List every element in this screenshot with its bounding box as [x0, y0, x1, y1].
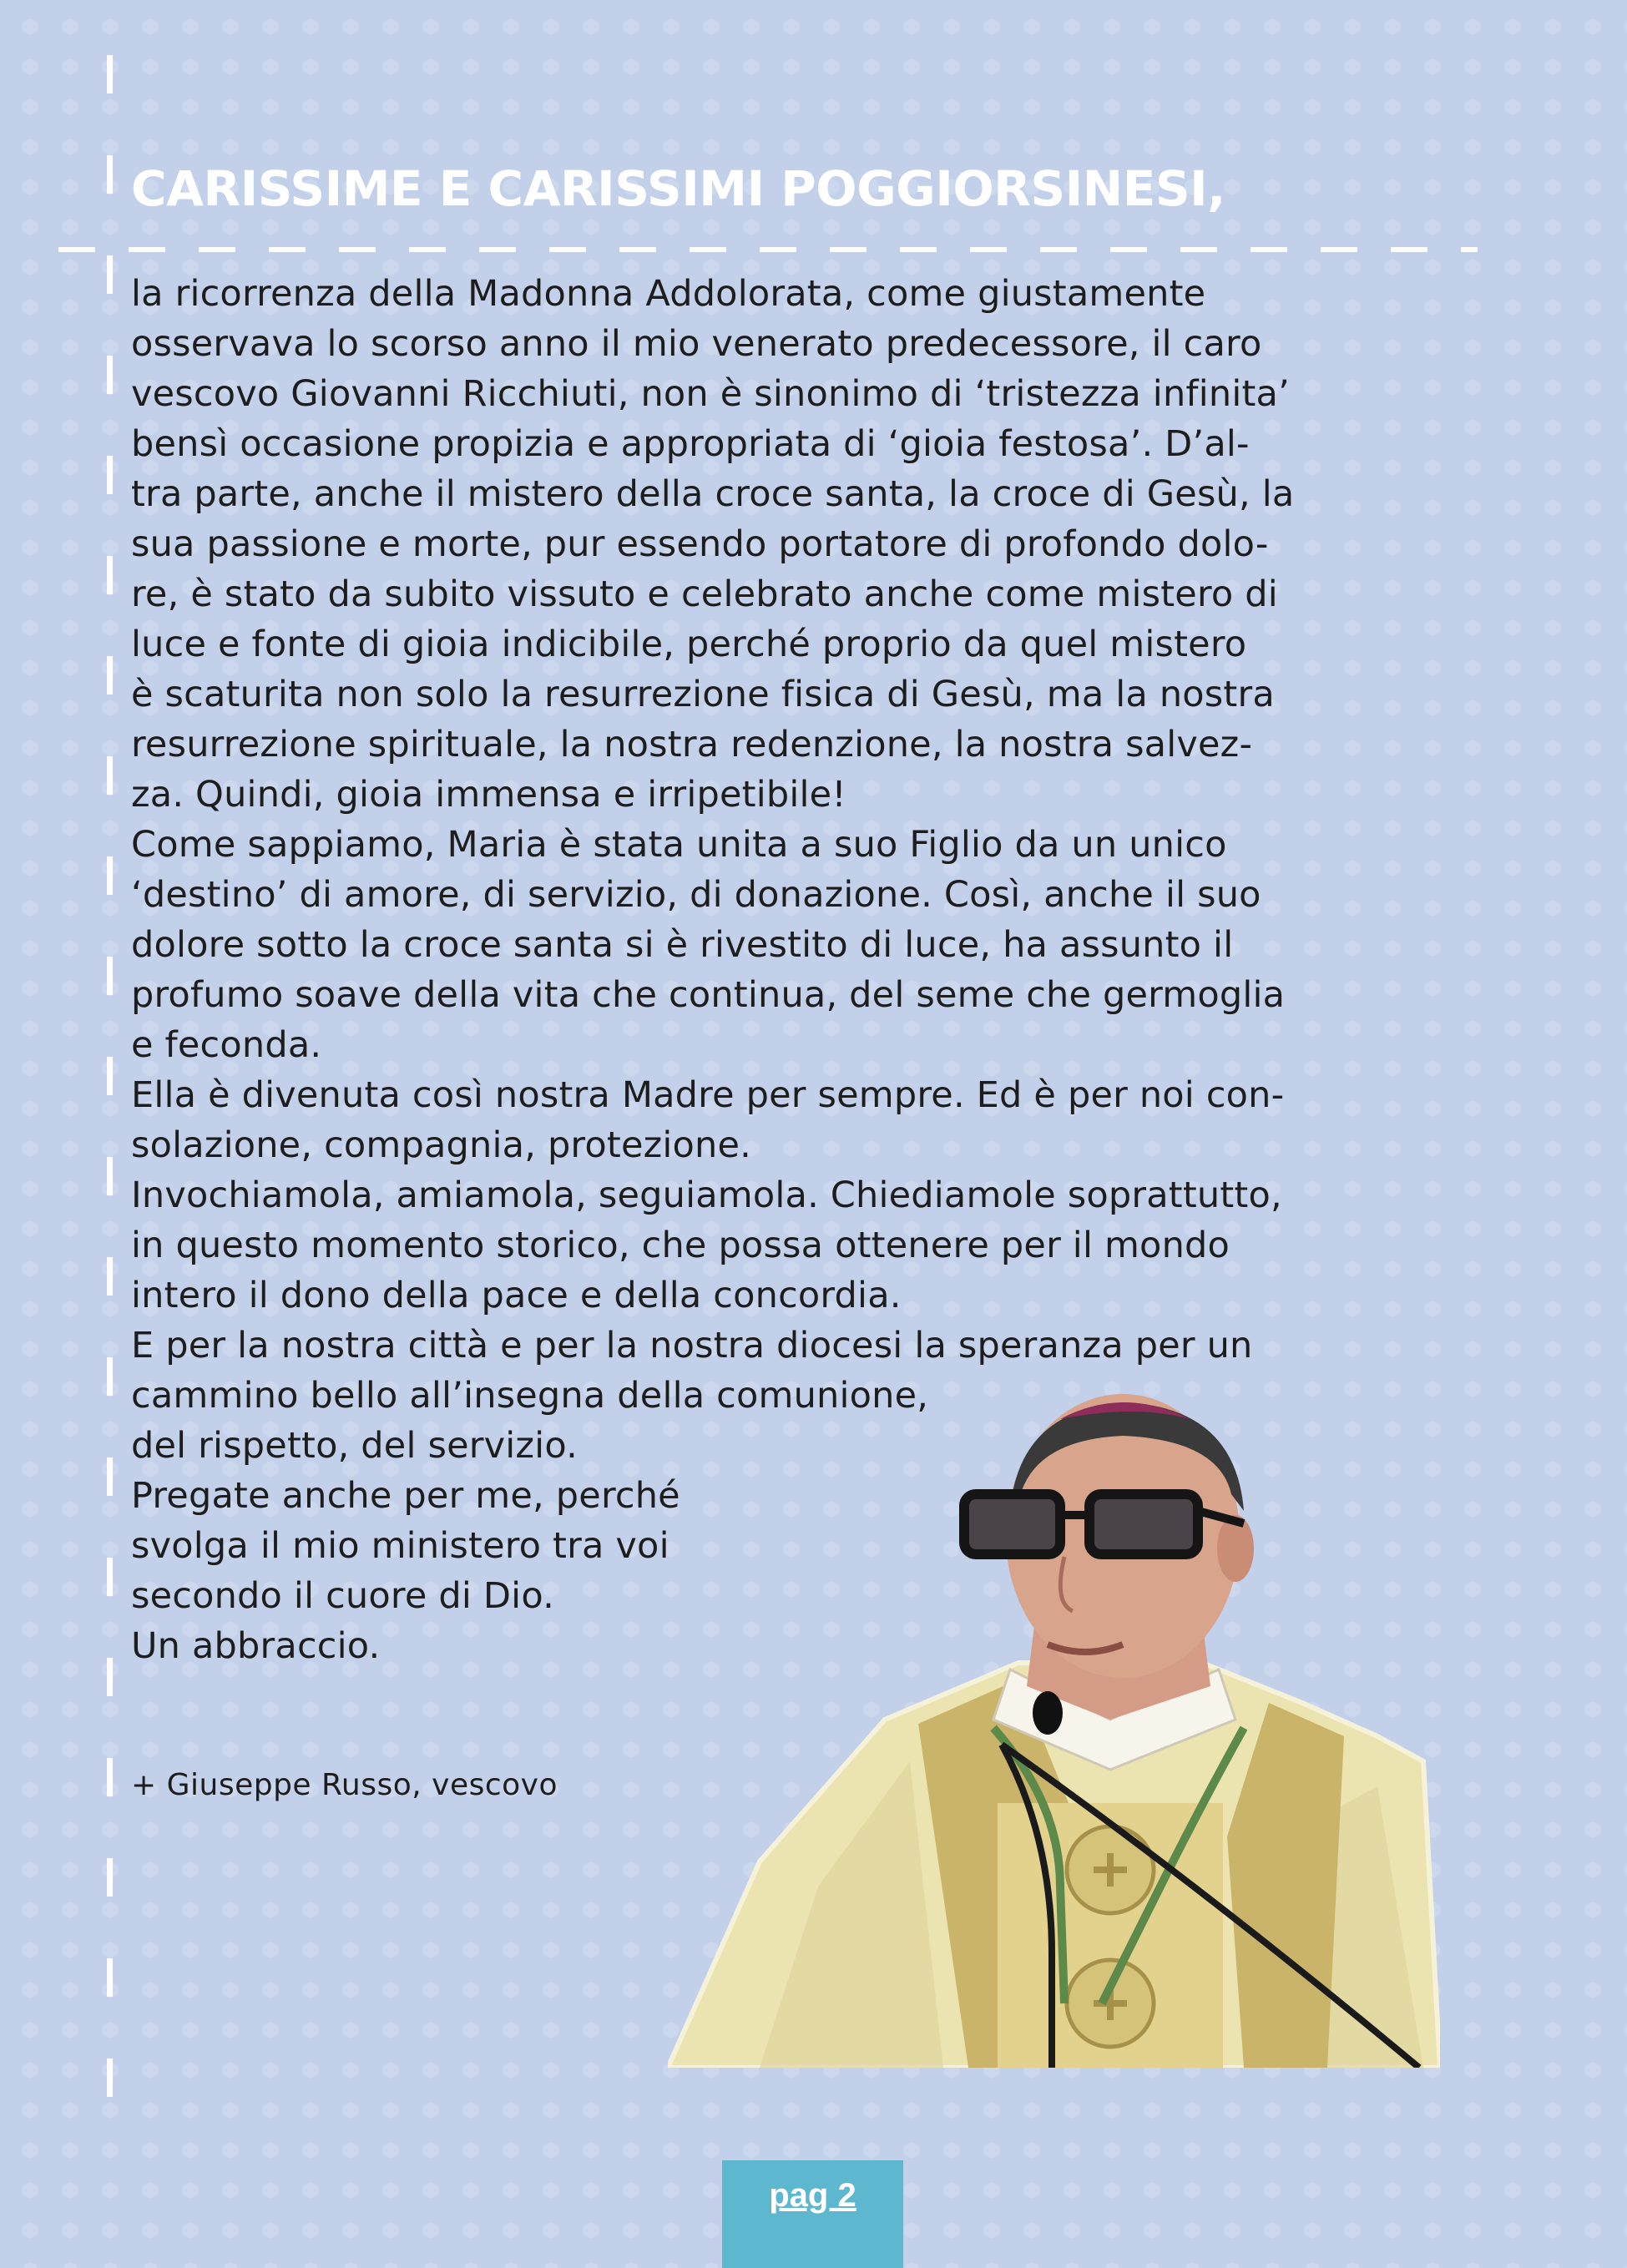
letter-line: intero il dono della pace e della concordia. [131, 1275, 902, 1316]
letter-line: ‘destino’ di amore, di servizio, di donazione. Così, anche il suo [131, 874, 1261, 916]
letter-line: za. Quindi, gioia immensa e irripetibile! [131, 774, 846, 816]
letter-line: bensì occasione propizia e appropriata di ‘gioia festosa’. D’al- [131, 423, 1250, 465]
horizontal-dashed-rule [58, 247, 1478, 252]
letter-line: sua passione e morte, pur essendo portatore di profondo dolo- [131, 523, 1269, 565]
letter-line: secondo il cuore di Dio. [131, 1575, 554, 1617]
letter-line: tra parte, anche il mistero della croce santa, la croce di Gesù, la [131, 473, 1295, 515]
letter-line: Invochiamola, amiamola, seguiamola. Chiediamole soprattutto, [131, 1174, 1282, 1216]
letter-line: vescovo Giovanni Ricchiuti, non è sinonimo di ‘tristezza infinita’ [131, 373, 1290, 415]
letter-line: è scaturita non solo la resurrezione fisica di Gesù, ma la nostra [131, 674, 1275, 715]
letter-line: cammino bello all’insegna della comunione, [131, 1375, 929, 1417]
letter-line: e feconda. [131, 1024, 322, 1066]
letter-line: Come sappiamo, Maria è stata unita a suo Figlio da un unico [131, 824, 1227, 866]
letter-line: re, è stato da subito vissuto e celebrato anche come mistero di [131, 573, 1278, 615]
letter-line: osservava lo scorso anno il mio venerato predecessore, il caro [131, 323, 1262, 365]
page-number-box [722, 2160, 903, 2268]
letter-line: la ricorrenza della Madonna Addolorata, come giustamente [131, 273, 1206, 315]
vertical-dashed-rule [107, 55, 113, 2142]
letter-line: Pregate anche per me, perché [131, 1475, 680, 1517]
letter-line: del rispetto, del servizio. [131, 1425, 578, 1467]
signature: + Giuseppe Russo, vescovo [131, 1768, 558, 1802]
page-title: CARISSIME E CARISSIMI POGGIORSINESI, [131, 160, 1225, 217]
letter-line: profumo soave della vita che continua, del seme che germoglia [131, 974, 1286, 1016]
letter-line: svolga il mio ministero tra voi [131, 1525, 669, 1567]
letter-line: luce e fonte di gioia indicibile, perché proprio da quel mistero [131, 624, 1247, 665]
bishop-photo [668, 1369, 1440, 2068]
letter-line: E per la nostra città e per la nostra diocesi la speranza per un [131, 1325, 1253, 1366]
letter-line: resurrezione spirituale, la nostra redenzione, la nostra salvez- [131, 724, 1253, 765]
letter-line: Ella è divenuta così nostra Madre per sempre. Ed è per noi con- [131, 1074, 1285, 1116]
letter-line: dolore sotto la croce santa si è rivestito di luce, ha assunto il [131, 924, 1234, 966]
page-number-link[interactable]: pag 2 [769, 2177, 856, 2214]
letter-line: solazione, compagnia, protezione. [131, 1124, 751, 1166]
letter-line: in questo momento storico, che possa ottenere per il mondo [131, 1225, 1230, 1266]
letter-line: Un abbraccio. [131, 1625, 381, 1667]
